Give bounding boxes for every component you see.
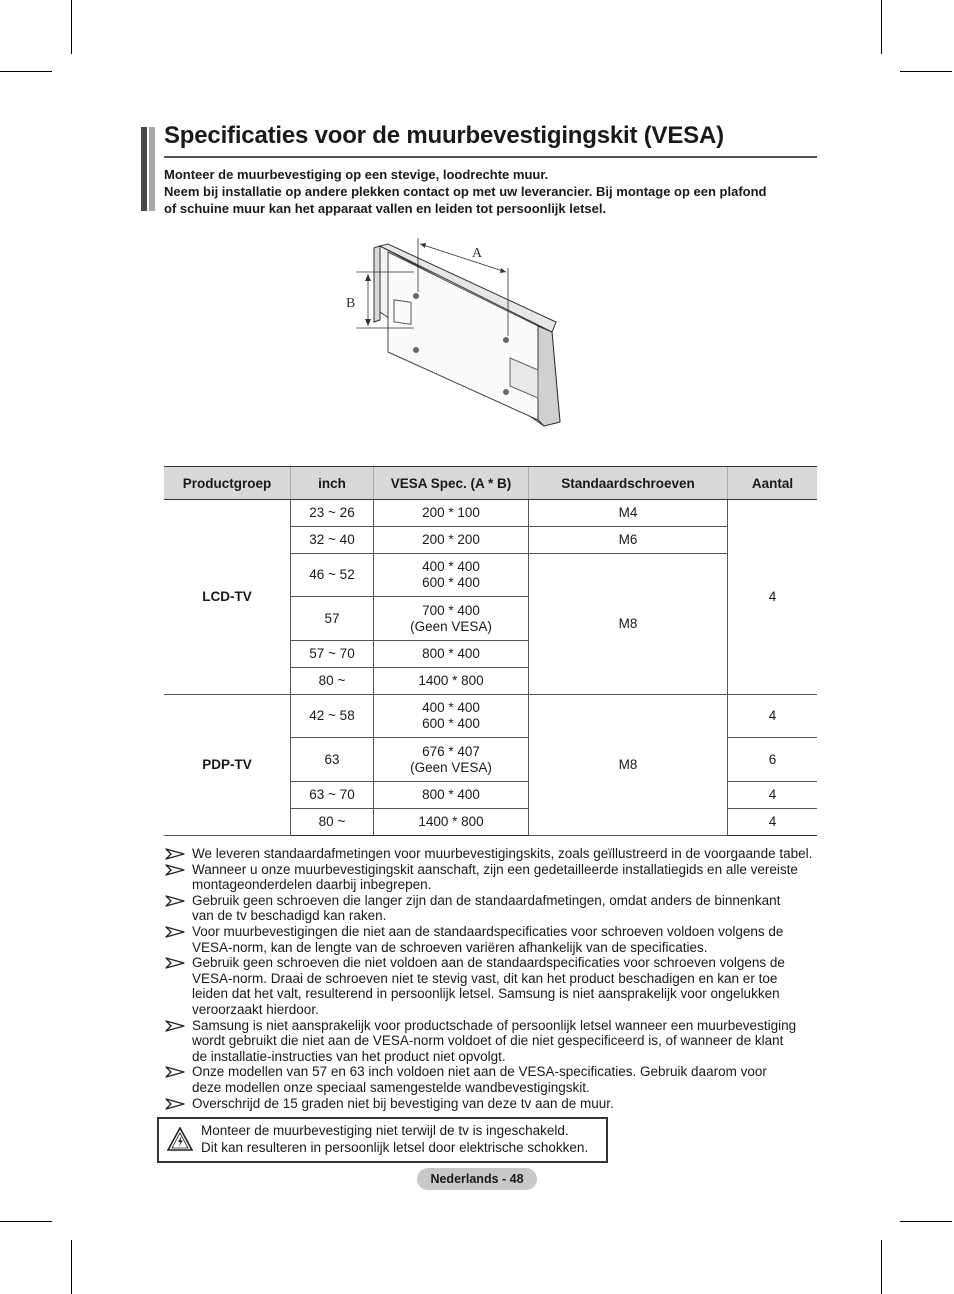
vesa-value: (Geen VESA): [410, 759, 492, 775]
column-header: Aantal: [728, 467, 818, 500]
arrow-bullet-icon: [165, 864, 185, 876]
vesa-cell: [374, 695, 529, 738]
vesa-cell: [374, 782, 529, 809]
crop-mark: [0, 1221, 52, 1222]
note-line: Samsung is niet aansprakelijk voor productschade of persoonlijk letsel wanneer een muurbevestiging: [192, 1017, 797, 1033]
note-line: Gebruik geen schroeven die langer zijn dan de standaardafmetingen, omdat anders de binnenkant: [192, 892, 781, 908]
count-cell: 4: [728, 782, 818, 809]
intro-text: [164, 166, 819, 217]
note-item: [164, 893, 824, 924]
warning-line: Dit kan resulteren in persoonlijk letsel door elektrische schokken.: [201, 1139, 589, 1155]
note-item: [164, 1018, 824, 1065]
vesa-cell: [374, 641, 529, 668]
arrow-bullet-icon: [165, 926, 185, 938]
crop-mark: [0, 71, 52, 72]
vesa-cell: [374, 738, 529, 782]
table-row: [164, 695, 817, 738]
crop-mark: [881, 0, 882, 54]
note-line: wordt gebruikt die niet aan de VESA-norm voldoet of die niet gespecificeerd is, of wanneer de klant: [192, 1033, 784, 1049]
column-header: Standaardschroeven: [529, 467, 728, 500]
arrow-bullet-icon: [165, 957, 185, 969]
note-line: Onze modellen van 57 en 63 inch voldoen niet aan de VESA-specificaties. Gebruik daarom voor: [192, 1064, 767, 1080]
inch-cell: 23 ~ 26: [291, 500, 374, 527]
vesa-cell: [374, 527, 529, 554]
vesa-value: 600 * 400: [422, 575, 480, 590]
inch-cell: 42 ~ 58: [291, 695, 374, 738]
vesa-value: 800 * 400: [422, 646, 480, 661]
crop-mark: [881, 1240, 882, 1294]
note-line: Voor muurbevestigingen die niet aan de standaardspecificaties voor schroeven voldoen volgens de: [192, 923, 784, 939]
note-item: [164, 1096, 824, 1112]
note-line: Wanneer u onze muurbevestigingskit aanschaft, zijn een gedetailleerde installatiegids en alle vereiste: [192, 861, 798, 877]
vesa-cell: [374, 597, 529, 641]
page-number-badge: Nederlands - 48: [417, 1168, 537, 1190]
warning-line: Monteer de muurbevestiging niet terwijl de tv is ingeschakeld.: [201, 1123, 569, 1138]
vesa-value: 400 * 400: [422, 700, 480, 715]
screw-hole: [413, 293, 419, 299]
note-item: [164, 955, 824, 1017]
tv-mounting-illustration: [338, 232, 574, 444]
warning-text: [201, 1123, 588, 1156]
table-header-row: [164, 467, 817, 500]
screw-hole: [503, 389, 509, 395]
vesa-value: 400 * 400: [422, 559, 480, 574]
vesa-value: 700 * 400: [422, 602, 480, 618]
vesa-cell: [374, 554, 529, 597]
inch-cell: 63 ~ 70: [291, 782, 374, 809]
vesa-value: 200 * 100: [422, 505, 480, 520]
arrow-bullet-icon: [165, 895, 185, 907]
inch-cell: 80 ~: [291, 809, 374, 836]
intro-line: of schuine muur kan het apparaat vallen en leiden tot persoonlijk letsel.: [164, 201, 607, 216]
crop-mark: [71, 0, 72, 54]
inch-cell: 32 ~ 40: [291, 527, 374, 554]
note-line: de installatie-instructies van het product niet opvolgt.: [192, 1048, 506, 1064]
inch-cell: 80 ~: [291, 668, 374, 695]
table-row: [164, 500, 817, 527]
vesa-value: 676 * 407: [422, 743, 480, 759]
crop-mark: [900, 71, 952, 72]
dimension-label-a: A: [472, 246, 483, 261]
group-cell: PDP-TV: [164, 695, 291, 836]
vesa-value: (Geen VESA): [410, 618, 492, 634]
count-cell: 4: [728, 500, 818, 695]
arrow-bullet-icon: [165, 1066, 185, 1078]
note-item: [164, 924, 824, 955]
arrow-bullet-icon: [165, 1098, 185, 1110]
note-line: veroorzaakt hierdoor.: [192, 1001, 319, 1017]
intro-line: Neem bij installatie op andere plekken contact op met uw leverancier. Bij montage op een plafond: [164, 184, 767, 199]
screw-cell: M4: [529, 500, 728, 527]
intro-line: Monteer de muurbevestiging op een stevige, loodrechte muur.: [164, 167, 549, 182]
vesa-spec-table: [164, 466, 817, 836]
column-header: VESA Spec. (A * B): [374, 467, 529, 500]
note-line: We leveren standaardafmetingen voor muurbevestigingskits, zoals geïllustreerd in de voorgaande tabel.: [192, 846, 813, 861]
page-title: Specificaties voor de muurbevestigingskit (VESA): [164, 122, 724, 149]
note-line: montageonderdelen daarbij inbegrepen.: [192, 877, 432, 893]
vesa-value: 1400 * 800: [418, 814, 484, 829]
note-line: leiden dat het valt, resulterend in persoonlijk letsel. Samsung is niet aansprakelijk voor ongelukken: [192, 986, 780, 1002]
arrow-bullet-icon: [165, 1020, 185, 1032]
inch-cell: 57: [291, 597, 374, 641]
title-divider: [164, 156, 817, 158]
vesa-cell: [374, 668, 529, 695]
screw-cell: M6: [529, 527, 728, 554]
vesa-cell: [374, 500, 529, 527]
crop-mark: [900, 1221, 952, 1222]
note-line: Overschrijd de 15 graden niet bij bevestiging van deze tv aan de muur.: [192, 1095, 614, 1111]
count-cell: 6: [728, 738, 818, 782]
note-line: VESA-norm, kan de lengte van de schroeven variëren afhankelijk van de specificaties.: [192, 939, 708, 955]
arrow-bullet-icon: [165, 848, 185, 860]
column-header: Productgroep: [164, 467, 291, 500]
count-cell: 4: [728, 695, 818, 738]
vesa-value: 1400 * 800: [418, 673, 484, 688]
screw-hole: [503, 337, 509, 343]
title-accent-bar: [141, 127, 155, 211]
note-line: VESA-norm. Draai de schroeven niet te stevig vast, dit kan het product beschadigen en kan er toe: [192, 970, 778, 986]
column-header: inch: [291, 467, 374, 500]
screw-hole: [413, 347, 419, 353]
vesa-cell: [374, 809, 529, 836]
count-cell: 4: [728, 809, 818, 836]
vesa-value: 200 * 200: [422, 532, 480, 547]
note-line: van de tv beschadigd kan raken.: [192, 908, 387, 924]
group-cell: LCD-TV: [164, 500, 291, 695]
vesa-value: 800 * 400: [422, 787, 480, 802]
inch-cell: 57 ~ 70: [291, 641, 374, 668]
crop-mark: [71, 1240, 72, 1294]
inch-cell: 46 ~ 52: [291, 554, 374, 597]
note-line: Gebruik geen schroeven die niet voldoen aan de standaardspecificaties voor schroeven volgens de: [192, 955, 785, 971]
notes-list: [164, 846, 824, 1111]
inch-cell: 63: [291, 738, 374, 782]
warning-box: [157, 1117, 608, 1163]
note-line: deze modellen onze speciaal samengestelde wandbevestigingskit.: [192, 1079, 590, 1095]
note-item: [164, 1064, 824, 1095]
note-item: [164, 846, 824, 862]
dimension-label-b: B: [346, 296, 356, 311]
note-item: [164, 862, 824, 893]
screw-cell: M8: [529, 554, 728, 695]
warning-triangle-icon: [167, 1127, 193, 1151]
screw-cell: M8: [529, 695, 728, 836]
vesa-value: 600 * 400: [422, 716, 480, 731]
